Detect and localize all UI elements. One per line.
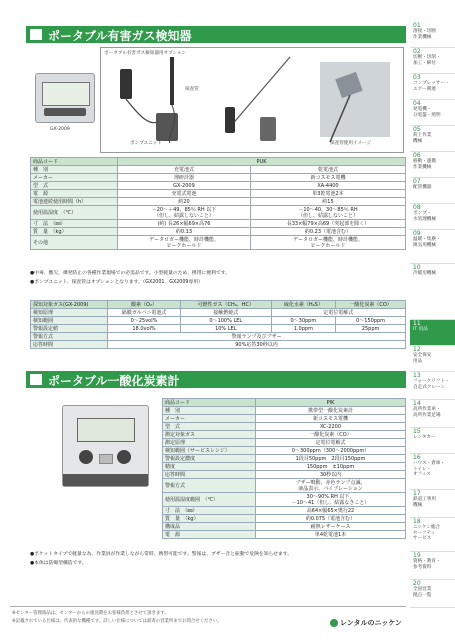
table-row <box>163 493 406 507</box>
table-cell: 充電式電池 <box>118 190 251 198</box>
sidebar-label: IT 用品 <box>413 327 428 332</box>
table-row <box>163 471 406 479</box>
table-cell: 単3乾電池2本 <box>250 190 405 198</box>
sidebar-label: 安全保安 用品 <box>413 353 432 364</box>
table-cell: 単4乾電池1本 <box>256 531 406 539</box>
sidebar-label: 高所作業車・ 高所作業足場 <box>413 407 441 418</box>
section-title: ポータブル有害ガス検知器 <box>48 29 192 43</box>
sidebar-num: 08 <box>413 204 421 211</box>
section-marker <box>30 29 42 40</box>
table-row <box>31 166 406 174</box>
table-cell: 使用温湿度 （℃） <box>31 206 118 220</box>
table-cell: 電 源 <box>31 190 118 198</box>
table-cell: 警報設定濃度 <box>163 455 256 463</box>
table-cell: 使用温湿度範囲 （℃） <box>163 493 256 507</box>
table-row <box>31 198 406 206</box>
sidebar-num: 17 <box>413 490 421 497</box>
table-header-row <box>31 301 406 309</box>
table-cell: 型 式 <box>163 423 256 431</box>
table-cell: 隔膜ガルバニ電池式 <box>108 309 181 317</box>
table-cell: 約0.075（電池含む） <box>256 515 406 523</box>
sidebar-label: コンプレッサー・ エアー関連 <box>413 81 450 92</box>
table-header-row <box>31 158 406 166</box>
table-cell: 30〜90% RH 以下、 －10〜41（但し、結露なきこと） <box>256 493 406 507</box>
table-row <box>163 439 406 447</box>
table-row <box>31 174 406 182</box>
sidebar-num: 20 <box>413 580 421 587</box>
table-row <box>31 333 406 341</box>
table-cell: 約0.13 <box>118 228 251 236</box>
table-cell: 携帯型一酸化炭素計 <box>256 407 406 415</box>
gx2009-device-image <box>35 73 95 123</box>
sidebar-num: 09 <box>413 230 421 237</box>
table-cell: 警報ランプ及びブザー <box>108 333 406 341</box>
table-cell: 1段目50ppm 2段目150ppm <box>256 455 406 463</box>
table-cell: 測定対象ガス <box>163 431 256 439</box>
sidebar-label: 溶接・切断 作業機械 <box>413 29 436 40</box>
table-cell: 探知対象ガス(GX-2009) <box>31 301 108 309</box>
brand-logo <box>330 618 402 628</box>
table-cell: (約) 長26×幅69×高76 <box>118 220 251 228</box>
brand-name: レンタルのニッケン <box>340 619 402 627</box>
sidebar-num: 11 <box>413 320 421 327</box>
sidebar-label: フォークリフト・ 自走式クレーン <box>413 379 450 390</box>
sidebar-item-14[interactable] <box>410 400 455 428</box>
table-cell: 150ppm ±10ppm <box>256 463 406 471</box>
table-row <box>31 220 406 228</box>
table-cell: 電池連続使用時間（h） <box>31 198 118 206</box>
brand-mark-icon <box>330 619 338 627</box>
sidebar-item-06[interactable] <box>410 152 455 178</box>
table-cell: 測定原理 <box>163 439 256 447</box>
sidebar-num: 02 <box>413 48 421 55</box>
sidebar-num: 16 <box>413 454 421 461</box>
table-cell: －20〜＋49、85％ RH 以下 （但し、結露しないこと） <box>118 206 251 220</box>
table-cell: 商品コード <box>163 399 256 407</box>
option-caption: ポータブル有害ガス検知器用オプション <box>104 51 187 56</box>
footer-divider <box>10 606 406 607</box>
table-cell: －10〜40、30〜85％ RH （但し、結露しないこと） <box>250 206 405 220</box>
sidebar-label: レンタカー <box>413 435 436 440</box>
table-cell: 定電位電解式 <box>256 439 406 447</box>
table-cell: 可燃性ガス（CH₄、HC） <box>181 301 271 309</box>
table-row <box>31 341 406 349</box>
table-cell: 検知範囲 <box>31 317 108 325</box>
footnote-1: ※センター管理商品は、センターからの運送費をお客様負担とさせて頂きます。 <box>12 611 169 616</box>
pump-caption: ポンプユニット <box>130 141 162 146</box>
table-cell: 商品コード <box>31 158 118 166</box>
table-cell: 定電位電解式 <box>271 309 405 317</box>
table-row <box>163 463 406 471</box>
table-row <box>31 182 406 190</box>
sidebar-num: 12 <box>413 346 421 353</box>
sidebar-item-04[interactable] <box>410 100 455 126</box>
sidebar-item-01[interactable] <box>410 22 455 48</box>
sidebar-num: 03 <box>413 74 421 81</box>
sidebar-num: 14 <box>413 400 421 407</box>
table-cell: 検知範囲（サービスレンジ） <box>163 447 256 455</box>
sidebar-num: 18 <box>413 518 421 525</box>
table-cell: 一酸化炭素（CO） <box>336 301 406 309</box>
sidebar-label: 発電機・ 分電盤・照明 <box>413 107 441 118</box>
table-row <box>163 431 406 439</box>
table-row <box>163 479 406 493</box>
table-cell: 0〜100% LEL <box>181 317 271 325</box>
co-meter-device-image <box>62 405 149 487</box>
sidebar-num: 19 <box>413 552 421 559</box>
note-2a: ●ポケットタイプで軽量な為、作業員が作業しながら常時、携帯可能です。警報は、ブザー音と振動で危険を知らせます。 <box>30 552 292 557</box>
sidebar-item-20[interactable] <box>410 580 455 608</box>
category-sidebar <box>410 0 455 644</box>
table-cell: 18.0vol% <box>108 325 181 333</box>
table-cell: 種 別 <box>31 166 118 174</box>
table-cell: 約15 <box>250 198 405 206</box>
section-marker <box>30 374 42 385</box>
table-cell: 90%応答30秒以内 <box>108 341 406 349</box>
table-cell: 警報方式 <box>31 333 108 341</box>
sidebar-item-05[interactable] <box>410 126 455 152</box>
table-cell: 接触燃焼式 <box>181 309 271 317</box>
table-row <box>31 317 406 325</box>
probe-caption: 探査管 <box>185 87 199 92</box>
table-cell: 寸 法 （㎜） <box>31 220 118 228</box>
sidebar-label: 温暖・集塵・ 換気用機械 <box>413 237 441 248</box>
table-cell: 質 量 （kg） <box>163 515 256 523</box>
sidebar-item-16[interactable] <box>410 454 455 490</box>
section-header-co-meter <box>26 371 406 388</box>
table-cell: 警報方式 <box>163 479 256 493</box>
sidebar-item-13[interactable] <box>410 372 455 400</box>
sidebar-label: 切断・切削・ 加工・締付 <box>413 55 441 66</box>
table-row <box>163 507 406 515</box>
table-cell: GX-2009 <box>118 182 251 190</box>
table-row <box>163 423 406 431</box>
sidebar-label: 資格・教育・ 参考資料 <box>413 559 441 570</box>
table-cell: 新コスモス電機 <box>256 415 406 423</box>
sidebar-item-15[interactable] <box>410 428 455 454</box>
sidebar-item-19[interactable] <box>410 552 455 580</box>
sidebar-label: 配管機器 <box>413 185 432 190</box>
table-row <box>31 206 406 220</box>
table-row <box>163 415 406 423</box>
table-cell: XC-2200 <box>256 423 406 431</box>
table-row <box>31 325 406 333</box>
table-row <box>31 190 406 198</box>
table-cell: 新コスモス電機 <box>250 174 405 182</box>
table-row <box>163 455 406 463</box>
table-cell: 精度 <box>163 463 256 471</box>
sidebar-num: 05 <box>413 126 421 133</box>
sidebar-label: 鉄道工事用 機械 <box>413 497 436 508</box>
table-cell: データロガー機能、時計機能、 ピークホールド <box>250 236 405 250</box>
table-row <box>163 531 406 539</box>
sidebar-item-09[interactable] <box>410 230 455 264</box>
footnote-2: ※記載されている仕様は、代表的な機種です。詳しい仕様については最寄の営業所までお問合せください。 <box>12 619 222 624</box>
table-cell: 高64×幅65×奥行22 <box>256 507 406 515</box>
sidebar-item-10[interactable] <box>410 264 455 320</box>
table-cell: データロガー機能、時計機能、 ピークホールド <box>118 236 251 250</box>
table-row <box>31 309 406 317</box>
table-cell: 硫化水素（H₂S） <box>271 301 336 309</box>
table-row <box>163 523 406 531</box>
table-cell: 30秒以内 <box>256 471 406 479</box>
table-cell: 充電池式 <box>118 166 251 174</box>
sidebar-label: 移動・運搬 作業機械 <box>413 159 436 170</box>
table-cell: 理研計器 <box>118 174 251 182</box>
table-cell: 0〜300ppm（300〜2000ppm） <box>256 447 406 455</box>
sidebar-label: ポンプ・ 水処理機械 <box>413 211 436 222</box>
spec-table-1 <box>30 157 406 250</box>
note-1a: ●中毒、酸欠、爆発防止の各種作業現場での必需品です。小型軽量のため、携帯に便利です。 <box>30 271 230 276</box>
table-cell: 寸 法 （㎜） <box>163 507 256 515</box>
sidebar-label: ハウス・倉庫・ トイレ・ オフィス <box>413 461 446 478</box>
section-title: ポータブル一酸化炭素計 <box>48 374 180 388</box>
sidebar-num: 01 <box>413 22 421 29</box>
table-cell: ブザー鳴動、赤色ランプ点滅、 液晶表示、バイブレーション <box>256 479 406 493</box>
table-row <box>31 228 406 236</box>
table-cell: 約20 <box>118 198 251 206</box>
sidebar-num: 07 <box>413 178 421 185</box>
table-cell: 酸素（O₂） <box>108 301 181 309</box>
sidebar-item-03[interactable] <box>410 74 455 100</box>
table-cell: 25ppm <box>336 325 406 333</box>
table-cell: 警報設定値 <box>31 325 108 333</box>
table-cell: 0〜30ppm <box>271 317 336 325</box>
option-illustration <box>100 47 402 151</box>
table-cell: 応答時間 <box>163 471 256 479</box>
model-caption: GX-2009 <box>50 127 70 132</box>
sidebar-item-07[interactable] <box>410 178 455 204</box>
sidebar-label: 冷暖房機械 <box>413 271 436 276</box>
table-cell: 約0.23（電池含む） <box>250 228 405 236</box>
table-cell: 検知原理 <box>31 309 108 317</box>
table-cell: 1.0ppm <box>271 325 336 333</box>
sidebar-item-11-active[interactable] <box>410 320 455 346</box>
sidebar-num: 10 <box>413 264 421 271</box>
sidebar-item-17[interactable] <box>410 490 455 518</box>
table-cell: 10% LEL <box>181 325 271 333</box>
table-cell: 種 別 <box>163 407 256 415</box>
note-1b: ●ポンプユニット、探査管はオプションとなります。（GX2001、GX2009専用） <box>30 280 203 285</box>
spec-table-3 <box>162 398 406 539</box>
sidebar-item-18[interactable] <box>410 518 455 552</box>
sidebar-num: 06 <box>413 152 421 159</box>
table-cell: PIK <box>256 399 406 407</box>
table-cell: 電 源 <box>163 531 256 539</box>
table-row <box>163 407 406 415</box>
sidebar-item-08[interactable] <box>410 204 455 230</box>
spec-table-2 <box>30 300 406 349</box>
table-cell: その他 <box>31 236 118 250</box>
section-header-gas-detector <box>26 26 406 43</box>
table-row <box>31 236 406 250</box>
sidebar-label: 荷上作業 機械 <box>413 133 432 144</box>
table-cell: XA-4400 <box>250 182 405 190</box>
sidebar-item-02[interactable] <box>410 48 455 74</box>
sidebar-item-12[interactable] <box>410 346 455 372</box>
table-row <box>163 447 406 455</box>
sidebar-num: 15 <box>413 428 421 435</box>
usage-caption: 探査管使用イメージ <box>330 141 372 146</box>
table-row <box>163 515 406 523</box>
sidebar-num: 13 <box>413 372 421 379</box>
table-cell: メーカー <box>163 415 256 423</box>
table-cell: 応答時間 <box>31 341 108 349</box>
table-cell: 長33×幅79×高69（突起部を除く） <box>250 220 405 228</box>
note-2b: ●本体は防爆型構造です。 <box>30 561 87 566</box>
table-cell: 型 式 <box>31 182 118 190</box>
table-cell: 0〜25vol% <box>108 317 181 325</box>
table-cell: 質 量 （kg） <box>31 228 118 236</box>
table-cell: メーカー <box>31 174 118 182</box>
sidebar-num: 04 <box>413 100 421 107</box>
table-cell: 耐熱レザーケース <box>256 523 406 531</box>
table-cell: PUK <box>118 158 406 166</box>
table-cell: 構成品 <box>163 523 256 531</box>
sidebar-label: 全国営業 拠点一覧 <box>413 587 432 598</box>
table-cell: 乾電池式 <box>250 166 405 174</box>
table-cell: 一酸化炭素（CO） <box>256 431 406 439</box>
sidebar-label: ニッケン総合 セーフティ サービス <box>413 525 441 542</box>
table-header-row <box>163 399 406 407</box>
table-cell: 0〜150ppm <box>336 317 406 325</box>
